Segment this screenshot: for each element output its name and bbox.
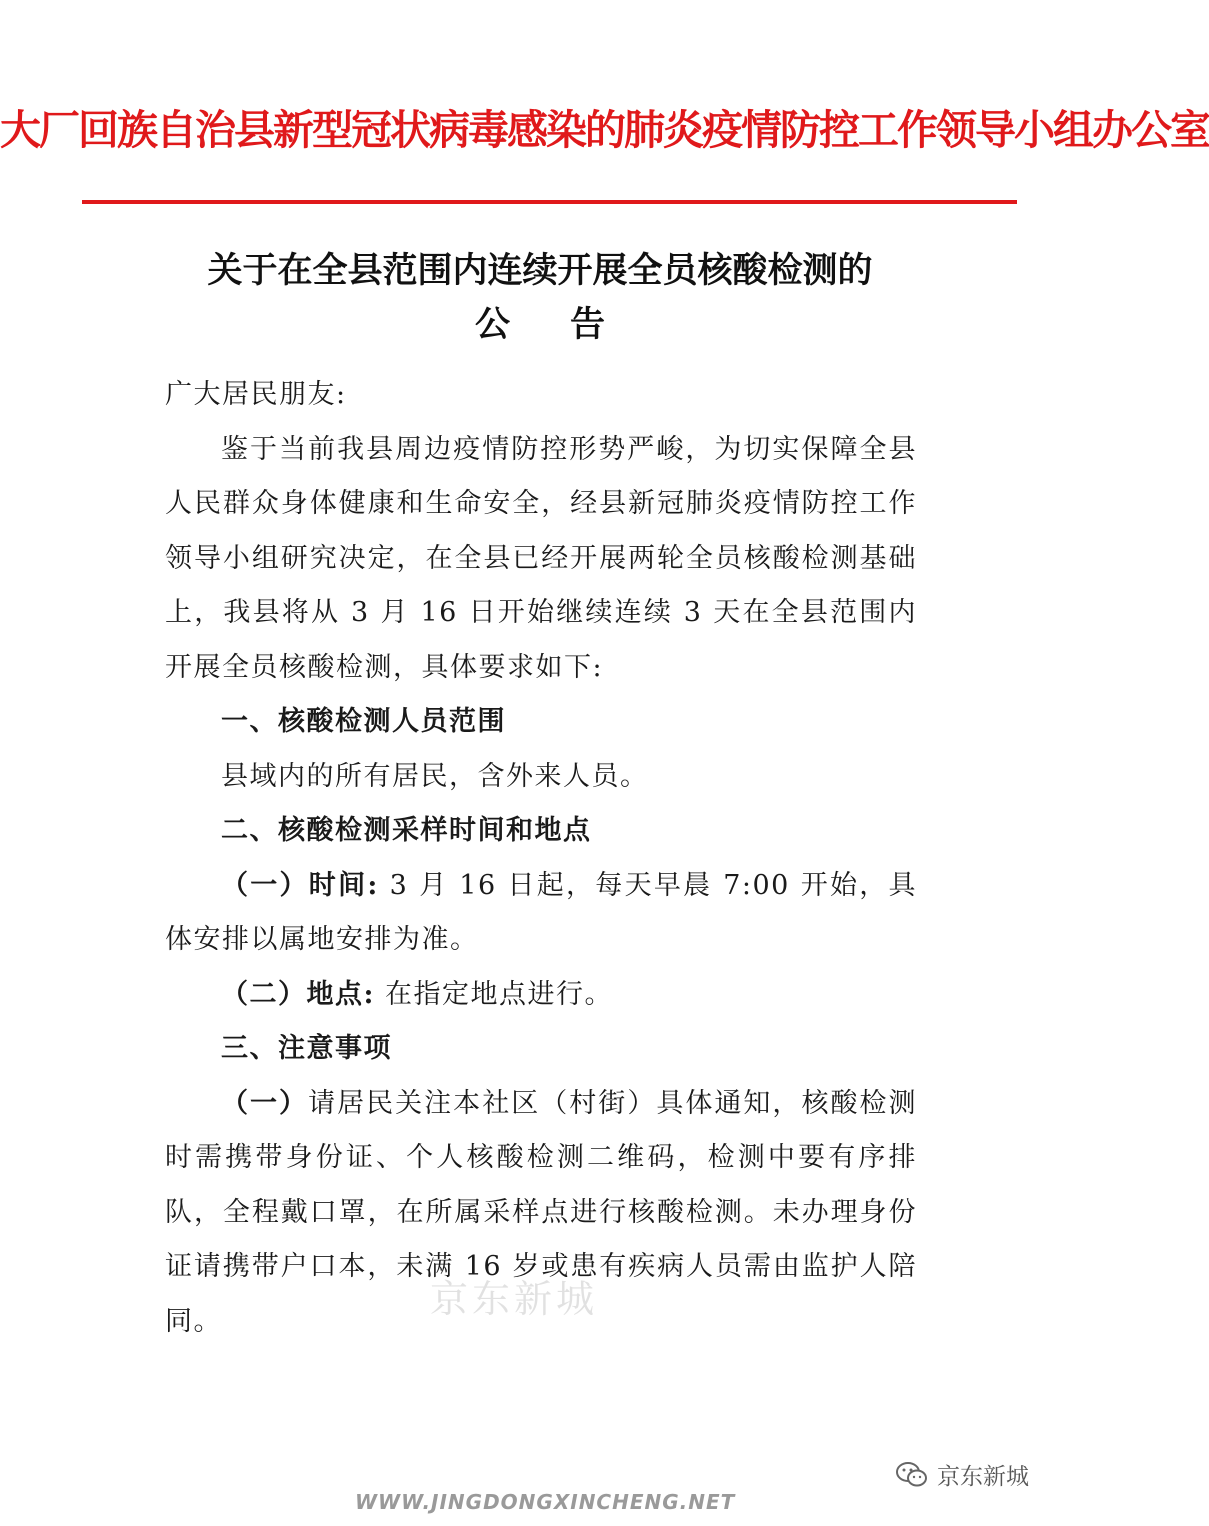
intro-paragraph: 鉴于当前我县周边疫情防控形势严峻，为切实保障全县人民群众身体健康和生命安全，经县新冠肺炎疫情防控工作领导小组研究决定，在全县已经开展两轮全员核酸检测基础上，我县将从 3 月 16 日开始继续连续 3 天在全县范围内开展全员核酸检测，具体要求如下:	[165, 433, 917, 683]
wechat-icon	[895, 1460, 929, 1490]
document-title-line2: 公告	[474, 304, 665, 345]
section3-heading: 三、注意事项	[221, 1033, 392, 1064]
notice1-label: （一）	[221, 1087, 309, 1119]
wechat-source-mark	[895, 1458, 1029, 1491]
place-text: 在指定地点进行。	[374, 978, 614, 1010]
place-label: （二）地点:	[221, 978, 375, 1010]
footer-site-url: WWW.JINGDONGXINCHENG.NET	[355, 1490, 736, 1514]
time-label: （一）时间:	[221, 869, 379, 901]
time-paragraph	[165, 859, 917, 968]
section2-heading: 二、核酸检测采样时间和地点	[221, 815, 592, 846]
header-red-rule	[82, 200, 1017, 204]
center-watermark: 京东新城	[430, 1277, 599, 1321]
document-title-line1: 关于在全县范围内连续开展全员核酸检测的	[207, 250, 873, 291]
section1-heading: 一、核酸检测人员范围	[221, 706, 506, 737]
place-paragraph	[165, 968, 917, 1023]
header-office-name: 大厂回族自治县新型冠状病毒感染的肺炎疫情防控工作领导小组办公室	[0, 106, 1209, 154]
document-body	[165, 368, 917, 1349]
section1-text: 县域内的所有居民，含外来人员。	[221, 760, 649, 792]
time-text: 3 月 16 日起，每天早晨 7:00 开始，具体安排以属地安排为准。	[165, 869, 918, 955]
salutation: 广大居民朋友:	[165, 379, 347, 410]
source-account-name: 京东新城	[937, 1464, 1029, 1490]
notice1-text: 请居民关注本社区（村街）具体通知，核酸检测时需携带身份证、个人核酸检测二维码，检测中要有序排队，全程戴口罩，在所属采样点进行核酸检测。未办理身份证请携带户口本，未满 16 岁或患有疾病人员需由监护人陪同。	[165, 1087, 918, 1337]
